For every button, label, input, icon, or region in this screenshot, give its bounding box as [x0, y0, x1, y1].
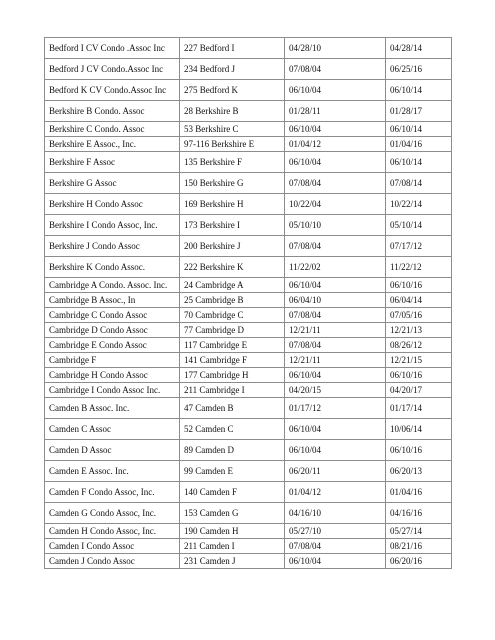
table-row — [45, 173, 452, 194]
address-cell: 200 Berkshire J — [180, 236, 285, 257]
table-row — [45, 383, 452, 398]
address-cell: 275 Bedford K — [180, 80, 285, 101]
first-date-cell: 07/08/04 — [285, 59, 386, 80]
table-row — [45, 308, 452, 323]
address-cell: 222 Berkshire K — [180, 257, 285, 278]
second-date-cell: 05/27/14 — [386, 524, 452, 539]
table-row — [45, 38, 452, 59]
table-row — [45, 278, 452, 293]
address-cell: 153 Camden G — [180, 503, 285, 524]
table-row — [45, 524, 452, 539]
association-name-cell: Berkshire K Condo Assoc. — [45, 257, 180, 278]
association-name-cell: Cambridge F — [45, 353, 180, 368]
address-cell: 177 Cambridge H — [180, 368, 285, 383]
second-date-cell: 01/28/17 — [386, 101, 452, 122]
association-name-cell: Camden B Assoc. Inc. — [45, 398, 180, 419]
table-row — [45, 482, 452, 503]
second-date-cell: 05/10/14 — [386, 215, 452, 236]
association-name-cell: Cambridge H Condo Assoc — [45, 368, 180, 383]
association-name-cell: Camden I Condo Assoc — [45, 539, 180, 554]
table-row — [45, 338, 452, 353]
first-date-cell: 01/04/12 — [285, 482, 386, 503]
second-date-cell: 01/17/14 — [386, 398, 452, 419]
first-date-cell: 01/04/12 — [285, 137, 386, 152]
address-cell: 77 Cambridge D — [180, 323, 285, 338]
table-row — [45, 80, 452, 101]
table-row — [45, 194, 452, 215]
first-date-cell: 12/21/11 — [285, 353, 386, 368]
first-date-cell: 06/10/04 — [285, 278, 386, 293]
first-date-cell: 07/08/04 — [285, 338, 386, 353]
association-name-cell: Bedford J CV Condo.Assoc Inc — [45, 59, 180, 80]
address-cell: 53 Berkshire C — [180, 122, 285, 137]
address-cell: 211 Camden I — [180, 539, 285, 554]
address-cell: 70 Cambridge C — [180, 308, 285, 323]
table-row — [45, 101, 452, 122]
second-date-cell: 07/05/16 — [386, 308, 452, 323]
second-date-cell: 10/22/14 — [386, 194, 452, 215]
first-date-cell: 04/28/10 — [285, 38, 386, 59]
second-date-cell: 06/10/14 — [386, 122, 452, 137]
address-cell: 135 Berkshire F — [180, 152, 285, 173]
address-cell: 190 Camden H — [180, 524, 285, 539]
address-cell: 24 Cambridge A — [180, 278, 285, 293]
address-cell: 169 Berkshire H — [180, 194, 285, 215]
first-date-cell: 04/16/10 — [285, 503, 386, 524]
second-date-cell: 06/10/14 — [386, 152, 452, 173]
second-date-cell: 08/21/16 — [386, 539, 452, 554]
association-name-cell: Cambridge D Condo Assoc — [45, 323, 180, 338]
table-row — [45, 353, 452, 368]
first-date-cell: 11/22/02 — [285, 257, 386, 278]
association-name-cell: Camden C Assoc — [45, 419, 180, 440]
second-date-cell: 01/04/16 — [386, 482, 452, 503]
association-name-cell: Camden G Condo Assoc, Inc. — [45, 503, 180, 524]
first-date-cell: 07/08/04 — [285, 236, 386, 257]
table-row — [45, 257, 452, 278]
association-name-cell: Camden D Assoc — [45, 440, 180, 461]
address-cell: 89 Camden D — [180, 440, 285, 461]
address-cell: 117 Cambridge E — [180, 338, 285, 353]
table-row — [45, 59, 452, 80]
association-name-cell: Cambridge E Condo Assoc — [45, 338, 180, 353]
first-date-cell: 07/08/04 — [285, 308, 386, 323]
address-cell: 211 Cambridge I — [180, 383, 285, 398]
second-date-cell: 07/17/12 — [386, 236, 452, 257]
association-name-cell: Berkshire F Assoc — [45, 152, 180, 173]
address-cell: 25 Cambridge B — [180, 293, 285, 308]
first-date-cell: 06/10/04 — [285, 419, 386, 440]
association-name-cell: Cambridge A Condo. Assoc. Inc. — [45, 278, 180, 293]
first-date-cell: 06/10/04 — [285, 80, 386, 101]
second-date-cell: 06/10/16 — [386, 278, 452, 293]
first-date-cell: 06/04/10 — [285, 293, 386, 308]
association-name-cell: Berkshire I Condo Assoc, Inc. — [45, 215, 180, 236]
first-date-cell: 07/08/04 — [285, 173, 386, 194]
second-date-cell: 06/04/14 — [386, 293, 452, 308]
address-cell: 227 Bedford I — [180, 38, 285, 59]
first-date-cell: 12/21/11 — [285, 323, 386, 338]
table-row — [45, 122, 452, 137]
address-cell: 99 Camden E — [180, 461, 285, 482]
address-cell: 52 Camden C — [180, 419, 285, 440]
table-row — [45, 419, 452, 440]
first-date-cell: 06/10/04 — [285, 152, 386, 173]
second-date-cell: 12/21/15 — [386, 353, 452, 368]
address-cell: 97-116 Berkshire E — [180, 137, 285, 152]
association-name-cell: Berkshire J Condo Assoc — [45, 236, 180, 257]
second-date-cell: 12/21/13 — [386, 323, 452, 338]
table-row — [45, 398, 452, 419]
second-date-cell: 01/04/16 — [386, 137, 452, 152]
association-name-cell: Cambridge B Assoc., In — [45, 293, 180, 308]
first-date-cell: 06/10/04 — [285, 122, 386, 137]
association-name-cell: Berkshire B Condo. Assoc — [45, 101, 180, 122]
association-name-cell: Camden E Assoc. Inc. — [45, 461, 180, 482]
table-row — [45, 461, 452, 482]
association-name-cell: Berkshire H Condo Assoc — [45, 194, 180, 215]
association-name-cell: Bedford I CV Condo .Assoc Inc — [45, 38, 180, 59]
first-date-cell: 06/20/11 — [285, 461, 386, 482]
second-date-cell: 06/10/14 — [386, 80, 452, 101]
table-body — [45, 38, 452, 569]
second-date-cell: 06/10/16 — [386, 368, 452, 383]
first-date-cell: 07/08/04 — [285, 539, 386, 554]
table-row — [45, 137, 452, 152]
table-row — [45, 539, 452, 554]
second-date-cell: 04/16/16 — [386, 503, 452, 524]
table-row — [45, 503, 452, 524]
address-cell: 140 Camden F — [180, 482, 285, 503]
association-name-cell: Camden H Condo Assoc, Inc. — [45, 524, 180, 539]
second-date-cell: 06/10/16 — [386, 440, 452, 461]
table-row — [45, 368, 452, 383]
second-date-cell: 10/06/14 — [386, 419, 452, 440]
association-name-cell: Camden J Condo Assoc — [45, 554, 180, 569]
second-date-cell: 04/28/14 — [386, 38, 452, 59]
association-name-cell: Cambridge I Condo Assoc Inc. — [45, 383, 180, 398]
first-date-cell: 04/20/15 — [285, 383, 386, 398]
table-row — [45, 323, 452, 338]
address-cell: 28 Berkshire B — [180, 101, 285, 122]
second-date-cell: 11/22/12 — [386, 257, 452, 278]
association-name-cell: Berkshire E Assoc., Inc. — [45, 137, 180, 152]
table-row — [45, 152, 452, 173]
table-row — [45, 236, 452, 257]
table-row — [45, 293, 452, 308]
second-date-cell: 06/20/13 — [386, 461, 452, 482]
table-row — [45, 554, 452, 569]
address-cell: 47 Camden B — [180, 398, 285, 419]
association-name-cell: Cambridge C Condo Assoc — [45, 308, 180, 323]
association-name-cell: Bedford K CV Condo.Assoc Inc — [45, 80, 180, 101]
second-date-cell: 06/20/16 — [386, 554, 452, 569]
address-cell: 150 Berkshire G — [180, 173, 285, 194]
association-name-cell: Camden F Condo Assoc, Inc. — [45, 482, 180, 503]
first-date-cell: 05/27/10 — [285, 524, 386, 539]
first-date-cell: 06/10/04 — [285, 368, 386, 383]
second-date-cell: 08/26/12 — [386, 338, 452, 353]
association-name-cell: Berkshire G Assoc — [45, 173, 180, 194]
address-cell: 234 Bedford J — [180, 59, 285, 80]
table-row — [45, 215, 452, 236]
first-date-cell: 06/10/04 — [285, 440, 386, 461]
address-cell: 173 Berkshire I — [180, 215, 285, 236]
second-date-cell: 04/20/17 — [386, 383, 452, 398]
address-cell: 231 Camden J — [180, 554, 285, 569]
second-date-cell: 06/25/16 — [386, 59, 452, 80]
first-date-cell: 01/17/12 — [285, 398, 386, 419]
address-cell: 141 Cambridge F — [180, 353, 285, 368]
first-date-cell: 01/28/11 — [285, 101, 386, 122]
table-row — [45, 440, 452, 461]
first-date-cell: 06/10/04 — [285, 554, 386, 569]
association-name-cell: Berkshire C Condo. Assoc — [45, 122, 180, 137]
first-date-cell: 05/10/10 — [285, 215, 386, 236]
first-date-cell: 10/22/04 — [285, 194, 386, 215]
second-date-cell: 07/08/14 — [386, 173, 452, 194]
association-table — [44, 37, 452, 569]
